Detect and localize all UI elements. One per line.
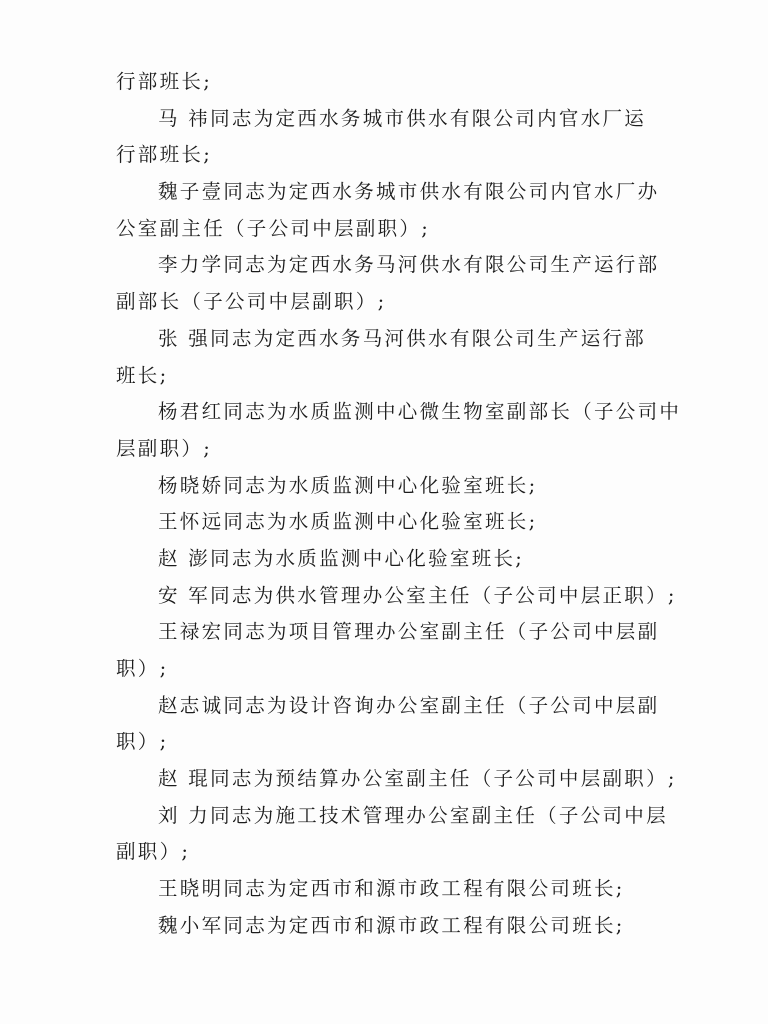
text-line: 赵 澎同志为水质监测中心化验室班长; (158, 546, 525, 570)
text-line: 职）; (116, 730, 169, 754)
text-line: 职）; (116, 657, 169, 680)
text-line: 副部长（子公司中层副职）; (116, 290, 387, 314)
text-line: 魏子壹同志为定西水务城市供水有限公司内官水厂办 (158, 180, 660, 204)
text-line: 行部班长; (116, 70, 213, 93)
text-line: 行部班长; (116, 143, 213, 167)
text-line: 副职）; (116, 840, 191, 864)
text-line: 王晓明同志为定西市和源市政工程有限公司班长; (158, 877, 625, 901)
text-line: 张 强同志为定西水务马河供水有限公司生产运行部 (158, 326, 647, 350)
text-line: 王怀远同志为水质监测中心化验室班长; (158, 510, 538, 534)
text-line: 班长; (116, 363, 169, 387)
text-line: 杨晓娇同志为水质监测中心化验室班长; (158, 473, 538, 497)
text-line: 王禄宏同志为项目管理办公室副主任（子公司中层副 (158, 620, 660, 644)
document-body (116, 64, 682, 945)
text-line: 安 军同志为供水管理办公室主任（子公司中层正职）; (158, 583, 677, 607)
text-line: 赵志诚同志为设计咨询办公室副主任（子公司中层副 (158, 693, 660, 717)
text-line: 层副职）; (116, 436, 213, 460)
text-line: 马 祎同志为定西水务城市供水有限公司内官水厂运 (158, 106, 647, 130)
text-line: 公室副主任（子公司中层副职）; (116, 216, 431, 240)
text-line: 刘 力同志为施工技术管理办公室副主任（子公司中层 (158, 803, 668, 827)
text-line: 赵 琨同志为预结算办公室副主任（子公司中层副职）; (158, 767, 677, 791)
text-line: 杨君红同志为水质监测中心微生物室副部长（子公司中 (158, 400, 682, 424)
text-line: 李力学同志为定西水务马河供水有限公司生产运行部 (158, 253, 660, 277)
text-line: 魏小军同志为定西市和源市政工程有限公司班长; (158, 913, 625, 937)
